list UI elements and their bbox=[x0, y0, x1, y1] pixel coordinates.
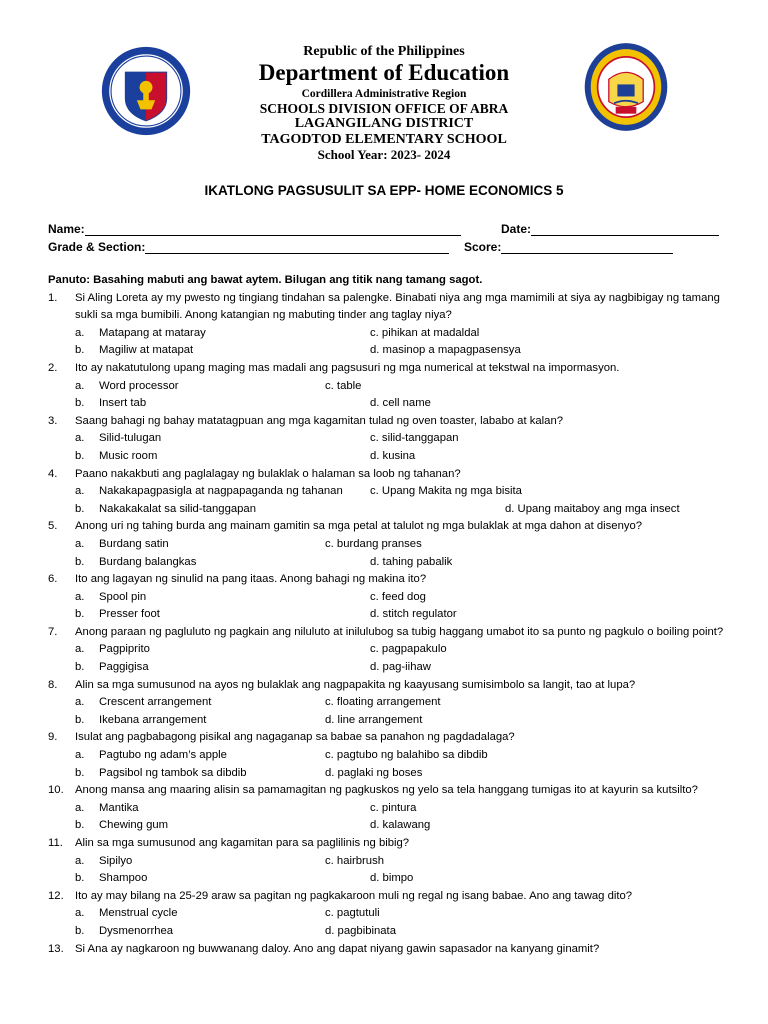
option-a[interactable]: a. Crescent arrangement bbox=[75, 696, 212, 709]
directions: Panuto: Basahing mabuti ang bawat aytem. Bilugan ang titik nang tamang sagot. bbox=[48, 274, 483, 286]
question-text: Saang bahagi ng bahay matatagpuan ang mga kagamitan tulad ng oven toaster, lababo at kalan? bbox=[75, 414, 564, 427]
option-c[interactable]: c. pagpapakulo bbox=[370, 643, 447, 656]
question-text: Si Aling Loreta ay my pwesto ng tingiang tindahan sa palengke. Binabati niya ang mga mamimili at siya ay nagbibigay ng tamang sukli sa mga bumibili. Anong katangian ng mabuting tinder ang taglay niya? bbox=[75, 291, 720, 322]
question-6-options bbox=[48, 589, 724, 624]
score-label: Score: bbox=[464, 240, 502, 254]
option-b[interactable]: b. Paggigisa bbox=[75, 661, 149, 674]
questions-section bbox=[48, 272, 724, 958]
republic-heading: Republic of the Philippines bbox=[303, 44, 465, 59]
date-blank[interactable] bbox=[531, 223, 719, 236]
question-11-options bbox=[48, 853, 724, 888]
option-a[interactable]: a. Pagpiprito bbox=[75, 643, 150, 656]
option-b[interactable]: b. Insert tab bbox=[75, 397, 147, 410]
question-number: 6. bbox=[48, 573, 58, 586]
question-text: Ito ay may bilang na 25-29 araw sa pagitan ng pagkakaroon muli ng regal ng isang babae. Ano ang tawag dito? bbox=[75, 889, 633, 902]
date-field[interactable] bbox=[501, 222, 719, 236]
option-a[interactable]: a. Sipilyo bbox=[75, 854, 133, 867]
question-number: 9. bbox=[48, 731, 58, 744]
grade-section-field[interactable] bbox=[48, 240, 449, 254]
score-field[interactable] bbox=[464, 240, 673, 254]
school-year-heading: School Year: 2023- 2024 bbox=[317, 147, 451, 162]
question-number: 3. bbox=[48, 414, 58, 427]
question-number: 8. bbox=[48, 678, 58, 691]
question-number: 10. bbox=[48, 784, 64, 797]
option-b[interactable]: b. Ikebana arrangement bbox=[75, 713, 207, 726]
question-9 bbox=[48, 729, 724, 747]
option-c[interactable]: c. pagtubo ng balahibo sa dibdib bbox=[325, 749, 488, 762]
option-c[interactable]: c. silid-tanggapan bbox=[370, 432, 459, 445]
question-number: 5. bbox=[48, 520, 58, 533]
question-11 bbox=[48, 835, 724, 853]
question-12 bbox=[48, 888, 724, 906]
option-d[interactable]: d. bimpo bbox=[370, 872, 414, 885]
option-a[interactable]: a. Nakakapagpasigla at nagpapaganda ng tahanan bbox=[75, 485, 343, 498]
option-d[interactable]: d. stitch regulator bbox=[370, 608, 457, 621]
grade-section-blank[interactable] bbox=[145, 241, 449, 254]
name-blank[interactable] bbox=[85, 223, 461, 236]
question-text: Anong paraan ng pagluluto ng pagkain ang niluluto at inilulubog sa tubig haggang umabot ito sa punto ng pagkulo o boiling point? bbox=[75, 625, 724, 638]
option-c[interactable]: c. table bbox=[325, 379, 362, 392]
question-2-options bbox=[48, 378, 724, 413]
question-number: 1. bbox=[48, 291, 58, 304]
question-5 bbox=[48, 518, 724, 536]
question-text: Ito ang lagayan ng sinulid na pang itaas. Anong bahagi ng makina ito? bbox=[75, 573, 427, 586]
question-text: Alin sa mga sumusunod na ayos ng bulaklak ang nagpapakita ng kaayusang sumisimbolo sa langit, tao at lupa? bbox=[75, 678, 636, 691]
option-b[interactable]: b. Music room bbox=[75, 449, 158, 462]
question-1 bbox=[48, 290, 724, 325]
option-c[interactable]: c. hairbrush bbox=[325, 854, 385, 867]
name-label: Name: bbox=[48, 222, 85, 236]
option-d[interactable]: d. paglaki ng boses bbox=[325, 766, 423, 779]
question-number: 12. bbox=[48, 889, 64, 902]
option-b[interactable]: b. Burdang balangkas bbox=[75, 555, 197, 568]
question-text: Anong uri ng tahing burda ang mainam gamitin sa mga petal at talulot ng mga bulaklak at mga dahon at disenyo? bbox=[75, 520, 643, 533]
school-heading: TAGODTOD ELEMENTARY SCHOOL bbox=[261, 132, 507, 147]
option-d[interactable]: d. kalawang bbox=[370, 819, 431, 832]
question-number: 11. bbox=[48, 837, 63, 849]
option-a[interactable]: a. Word processor bbox=[75, 379, 179, 392]
question-4 bbox=[48, 466, 724, 484]
option-d[interactable]: d. tahing pabalik bbox=[370, 555, 453, 568]
option-b[interactable]: b. Nakakakalat sa silid-tanggapan bbox=[75, 502, 256, 515]
question-7-options bbox=[48, 641, 724, 676]
grade-section-label: Grade & Section: bbox=[48, 240, 146, 254]
question-7 bbox=[48, 624, 724, 642]
question-13 bbox=[48, 941, 724, 959]
question-text: Anong mansa ang maaring alisin sa pamamagitan ng pagkuskos ng yelo sa tela hanggang tumigas ito at kayurin sa kutsilto? bbox=[75, 784, 698, 797]
question-number: 13. bbox=[48, 942, 64, 955]
option-d[interactable]: d. pagbibinata bbox=[325, 924, 396, 937]
question-text: Isulat ang pagbabagong pisikal ang nagaganap sa babae sa panahon ng pagdadalaga? bbox=[75, 731, 515, 744]
department-heading: Department of Education bbox=[258, 60, 510, 85]
division-heading: SCHOOLS DIVISION OFFICE OF ABRA bbox=[259, 101, 509, 116]
option-d[interactable]: d. pag-iihaw bbox=[370, 661, 431, 674]
option-b[interactable]: b. Dysmenorrhea bbox=[75, 924, 174, 937]
question-text: Si Ana ay nagkaroon ng buwwanang daloy. Ano ang dapat niyang gawin sapasador na kanyang ginamit? bbox=[75, 942, 600, 955]
option-d[interactable]: d. cell name bbox=[370, 397, 431, 410]
question-1-options bbox=[48, 325, 724, 360]
option-c[interactable]: c. feed dog bbox=[370, 590, 426, 603]
option-a[interactable]: a. Menstrual cycle bbox=[75, 907, 178, 920]
question-6 bbox=[48, 571, 724, 589]
question-4-options bbox=[48, 483, 724, 518]
exam-title: IKATLONG PAGSUSULIT SA EPP- HOME ECONOMICS 5 bbox=[204, 183, 564, 198]
option-d[interactable]: d. kusina bbox=[370, 449, 416, 462]
question-number: 2. bbox=[48, 361, 58, 374]
question-3-options bbox=[48, 430, 724, 465]
question-8-options bbox=[48, 694, 724, 729]
date-label: Date: bbox=[501, 222, 532, 236]
district-heading: LAGANGILANG DISTRICT bbox=[294, 116, 474, 131]
question-number: 7. bbox=[48, 625, 58, 638]
option-d[interactable]: d. Upang maitaboy ang mga insect bbox=[505, 502, 680, 515]
option-c[interactable]: c. floating arrangement bbox=[325, 696, 441, 709]
question-10 bbox=[48, 782, 724, 800]
option-d[interactable]: d. masinop a mapagpasensya bbox=[370, 344, 521, 357]
question-9-options bbox=[48, 747, 724, 782]
option-b[interactable]: b. Chewing gum bbox=[75, 819, 169, 832]
question-12-options bbox=[48, 905, 724, 940]
option-a[interactable]: a. Burdang satin bbox=[75, 537, 169, 550]
option-c[interactable]: c. pintura bbox=[370, 801, 417, 814]
name-field[interactable] bbox=[48, 222, 461, 236]
option-a[interactable]: a. Silid-tulugan bbox=[75, 432, 162, 445]
option-c[interactable]: c. Upang Makita ng mga bisita bbox=[370, 485, 522, 498]
option-c[interactable]: c. burdang pranses bbox=[325, 537, 422, 550]
option-b[interactable]: b. Magiliw at matapat bbox=[75, 344, 194, 357]
option-b[interactable]: b. Presser foot bbox=[75, 608, 160, 621]
question-8 bbox=[48, 677, 724, 695]
question-text: Paano nakakbuti ang paglalagay ng bulaklak o halaman sa loob ng tahanan? bbox=[75, 467, 461, 480]
question-2 bbox=[48, 360, 724, 378]
question-3 bbox=[48, 413, 724, 431]
question-10-options bbox=[48, 800, 724, 835]
option-c[interactable]: c. pihikan at madaldal bbox=[370, 326, 480, 339]
option-b[interactable]: b. Pagsibol ng tambok sa dibdib bbox=[75, 766, 247, 779]
question-5-options bbox=[48, 536, 724, 571]
option-c[interactable]: c. pagtutuli bbox=[325, 907, 380, 920]
option-d[interactable]: d. line arrangement bbox=[325, 713, 423, 726]
option-a[interactable]: a. Pagtubo ng adam’s apple bbox=[75, 749, 227, 762]
option-a[interactable]: a. Spool pin bbox=[75, 590, 147, 603]
question-number: 4. bbox=[48, 467, 58, 480]
score-blank[interactable] bbox=[501, 241, 673, 254]
option-a[interactable]: a. Mantika bbox=[75, 801, 139, 814]
region-heading: Cordillera Administrative Region bbox=[301, 88, 467, 100]
question-text: Alin sa mga sumusunod ang kagamitan para sa paglilinis ng bibig? bbox=[75, 837, 410, 849]
option-b[interactable]: b. Shampoo bbox=[75, 872, 148, 885]
question-text: Ito ay nakatutulong upang maging mas madali ang pagsusuri ng mga numerical at tekstwal na impormasyon. bbox=[75, 361, 620, 374]
option-a[interactable]: a. Matapang at mataray bbox=[75, 326, 206, 339]
